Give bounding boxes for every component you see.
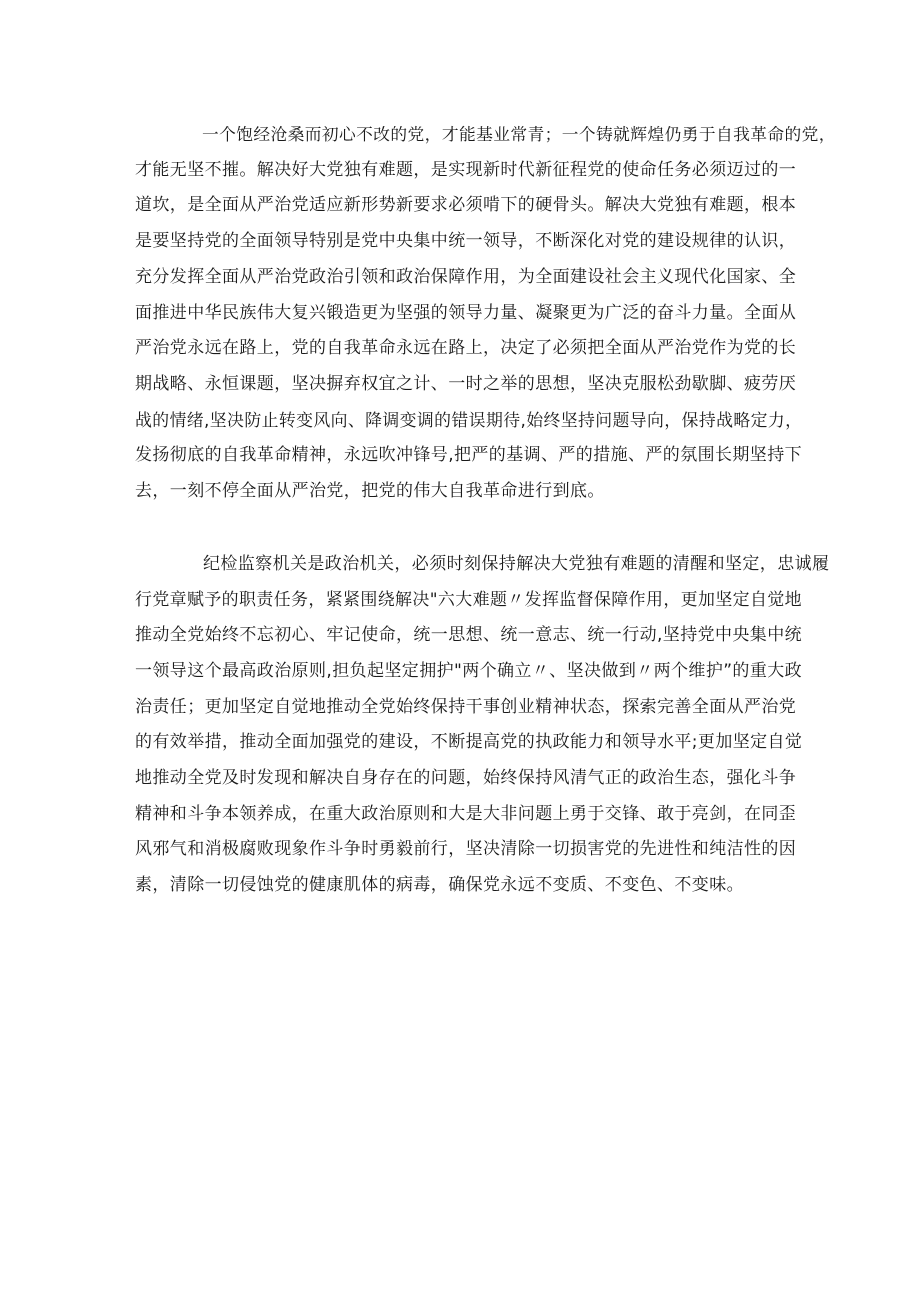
text-line: 精神和斗争本领养成，在重大政治原则和大是大非问题上勇于交锋、敢于亮剑，在同歪 <box>135 803 797 824</box>
text-line: 期战略、永恒课题，坚决摒弃权宜之计、一时之举的思想，坚决克服松劲歇脚、疲劳厌 <box>135 373 797 394</box>
text-line: 战的情绪,坚决防止转变风向、降调变调的错误期待,始终坚持问题导向，保持战略定力， <box>135 409 803 430</box>
text-line: 地推动全党及时发现和解决自身存在的问题，始终保持风清气正的政治生态，强化斗争 <box>135 767 797 788</box>
text-line: 风邪气和消极腐败现象作斗争时勇毅前行，坚决清除一切损害党的先进性和纯洁性的因 <box>135 839 797 860</box>
paragraph-2 <box>135 547 830 904</box>
text-line: 素，清除一切侵蚀党的健康肌体的病毒，确保党永远不变质、不变色、不变味。 <box>135 875 744 896</box>
text-line: 的有效举措，推动全面加强党的建设，不断提高党的执政能力和领导水平;更加坚定自觉 <box>135 732 803 753</box>
text-line: 行党章赋予的职责任务，紧紧围绕解决"六大难题〃发挥监督保障作用，更加坚定自觉地 <box>135 589 803 610</box>
text-line: 是要坚持党的全面领导特别是党中央集中统一领导，不断深化对党的建设规律的认识， <box>135 231 797 252</box>
text-line: 发扬彻底的自我革命精神，永远吹冲锋号,把严的基调、严的措施、严的氛围长期坚持下 <box>135 445 803 466</box>
text-line: 严治党永远在路上，党的自我革命永远在路上，决定了必须把全面从严治党作为党的长 <box>135 338 797 359</box>
text-line: 一个饱经沧桑而初心不改的党，才能基业常青；一个铸就辉煌仍勇于自我革命的党， <box>201 124 836 144</box>
text-line: 一领导这个最高政治原则,担负起坚定拥护"两个确立〃、坚决做到〃两个维护”的重大政 <box>135 660 803 681</box>
document-body <box>135 117 836 904</box>
text-line: 面推进中华民族伟大复兴锻造更为坚强的领导力量、凝聚更为广泛的奋斗力量。全面从 <box>135 302 797 323</box>
text-line: 道坎，是全面从严治党适应新形势新要求必须啃下的硬骨头。解决大党独有难题，根本 <box>135 195 797 216</box>
text-line: 推动全党始终不忘初心、牢记使命，统一思想、统一意志、统一行动,坚持党中央集中统 <box>135 625 803 646</box>
text-line: 去，一刻不停全面从严治党，把党的伟大自我革命进行到底。 <box>135 481 605 502</box>
text-line: 才能无坚不摧。解决好大党独有难题，是实现新时代新征程党的使命任务必须迈过的一 <box>135 159 797 180</box>
paragraph-1 <box>135 117 836 510</box>
text-line: 治责任；更加坚定自觉地推动全党始终保持干事创业精神状态，探索完善全面从严治党 <box>135 696 797 717</box>
text-line: 充分发挥全面从严治党政治引领和政治保障作用，为全面建设社会主义现代化国家、全 <box>135 266 797 287</box>
text-line: 纪检监察机关是政治机关，必须时刻保持解决大党独有难题的清醒和坚定，忠诚履 <box>203 553 830 574</box>
